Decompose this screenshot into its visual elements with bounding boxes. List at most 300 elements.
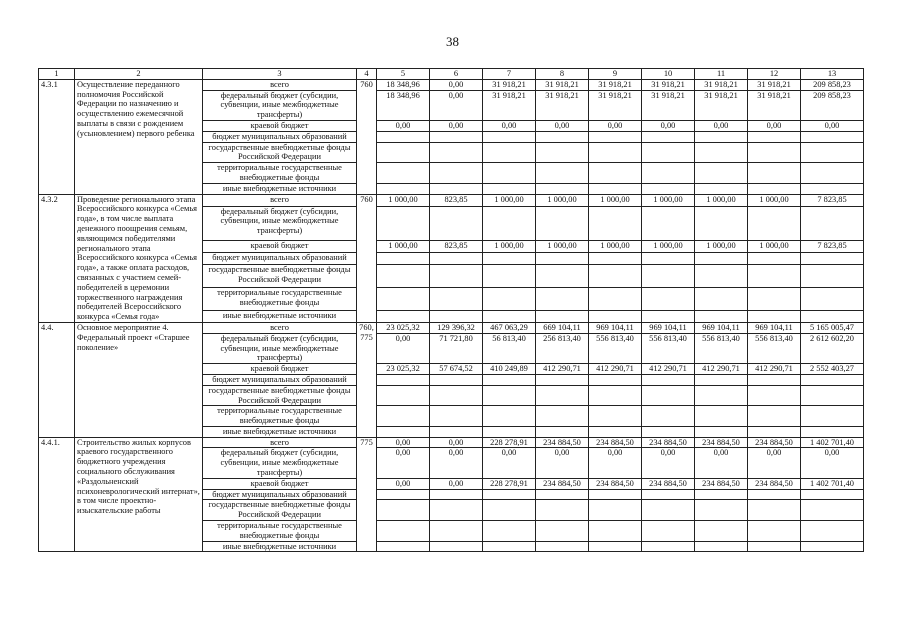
amount-cell: 969 104,11 (642, 322, 695, 333)
funding-source: иные внебюджетные источники (203, 183, 357, 194)
amount-cell (483, 183, 536, 194)
amount-cell: 31 918,21 (748, 90, 801, 120)
amount-cell (801, 163, 864, 184)
amount-cell (695, 385, 748, 406)
amount-cell (430, 500, 483, 521)
amount-cell: 228 278,91 (483, 437, 536, 448)
amount-cell (589, 183, 642, 194)
amount-cell: 234 884,50 (695, 437, 748, 448)
amount-cell (536, 521, 589, 542)
amount-cell: 1 000,00 (748, 240, 801, 252)
amount-cell: 0,00 (483, 448, 536, 478)
amount-cell (377, 264, 430, 287)
amount-cell (748, 385, 801, 406)
amount-cell (430, 163, 483, 184)
amount-cell (483, 264, 536, 287)
amount-cell: 228 278,91 (483, 478, 536, 489)
row-code: 4.4.1. (39, 437, 75, 552)
amount-cell (589, 131, 642, 142)
amount-cell (377, 252, 430, 264)
amount-cell: 31 918,21 (748, 79, 801, 90)
amount-cell: 234 884,50 (589, 437, 642, 448)
table-row (39, 437, 864, 448)
amount-cell (748, 406, 801, 427)
amount-cell (748, 374, 801, 385)
amount-cell (801, 264, 864, 287)
amount-cell: 969 104,11 (695, 322, 748, 333)
amount-cell: 31 918,21 (695, 90, 748, 120)
amount-cell: 0,00 (430, 448, 483, 478)
funding-source: всего (203, 437, 357, 448)
amount-cell (536, 287, 589, 310)
amount-cell: 234 884,50 (748, 478, 801, 489)
amount-cell: 2 612 602,20 (801, 333, 864, 363)
amount-cell (536, 374, 589, 385)
funding-source: территориальные государственные внебюджетные фонды (203, 406, 357, 427)
amount-cell (536, 264, 589, 287)
amount-cell (642, 500, 695, 521)
amount-cell (748, 264, 801, 287)
amount-cell (642, 131, 695, 142)
amount-cell: 1 000,00 (536, 240, 589, 252)
amount-cell: 7 823,85 (801, 240, 864, 252)
amount-cell: 0,00 (748, 120, 801, 131)
amount-cell (483, 489, 536, 500)
column-header-12: 12 (748, 69, 801, 80)
amount-cell: 23 025,32 (377, 364, 430, 375)
amount-cell (483, 541, 536, 552)
amount-cell (377, 500, 430, 521)
amount-cell (589, 406, 642, 427)
amount-cell (430, 541, 483, 552)
column-header-13: 13 (801, 69, 864, 80)
amount-cell (695, 521, 748, 542)
amount-cell (695, 287, 748, 310)
amount-cell (801, 541, 864, 552)
amount-cell (589, 310, 642, 322)
amount-cell: 412 290,71 (536, 364, 589, 375)
amount-cell: 209 858,23 (801, 90, 864, 120)
funding-source: краевой бюджет (203, 478, 357, 489)
amount-cell (483, 500, 536, 521)
executor-code: 775 (357, 437, 377, 552)
amount-cell: 0,00 (377, 448, 430, 478)
row-measure-name: Строительство жилых корпусов краевого государственного бюджетного учреждения социального обслуживания «Раздольненский психоневрологический интернат», в том числе проектно-изыскательские работы (75, 437, 203, 552)
amount-cell (589, 206, 642, 240)
amount-cell: 234 884,50 (536, 437, 589, 448)
budget-table (38, 68, 864, 552)
funding-source: государственные внебюджетные фонды Российской Федерации (203, 264, 357, 287)
amount-cell: 2 552 403,27 (801, 364, 864, 375)
amount-cell (430, 406, 483, 427)
funding-source: всего (203, 79, 357, 90)
amount-cell: 556 813,40 (642, 333, 695, 363)
amount-cell (377, 142, 430, 163)
amount-cell (589, 500, 642, 521)
row-code: 4.3.2 (39, 194, 75, 322)
funding-source: территориальные государственные внебюджетные фонды (203, 521, 357, 542)
amount-cell (695, 426, 748, 437)
amount-cell (642, 264, 695, 287)
funding-source: краевой бюджет (203, 240, 357, 252)
amount-cell: 0,00 (430, 478, 483, 489)
amount-cell: 1 000,00 (642, 194, 695, 206)
amount-cell: 556 813,40 (695, 333, 748, 363)
amount-cell (695, 183, 748, 194)
amount-cell (642, 252, 695, 264)
amount-cell (695, 163, 748, 184)
amount-cell (430, 206, 483, 240)
amount-cell (483, 521, 536, 542)
amount-cell: 234 884,50 (695, 478, 748, 489)
funding-source: иные внебюджетные источники (203, 426, 357, 437)
amount-cell: 1 000,00 (589, 240, 642, 252)
amount-cell: 31 918,21 (589, 79, 642, 90)
table-row (39, 322, 864, 333)
amount-cell: 31 918,21 (642, 79, 695, 90)
amount-cell (801, 206, 864, 240)
amount-cell: 31 918,21 (589, 90, 642, 120)
amount-cell (377, 541, 430, 552)
amount-cell: 209 858,23 (801, 79, 864, 90)
funding-source: бюджет муниципальных образований (203, 374, 357, 385)
amount-cell: 412 290,71 (748, 364, 801, 375)
amount-cell: 234 884,50 (536, 478, 589, 489)
amount-cell (801, 374, 864, 385)
executor-code: 760 (357, 79, 377, 194)
amount-cell (589, 489, 642, 500)
amount-cell (483, 131, 536, 142)
amount-cell: 1 000,00 (536, 194, 589, 206)
amount-cell: 412 290,71 (642, 364, 695, 375)
amount-cell: 256 813,40 (536, 333, 589, 363)
amount-cell: 0,00 (801, 120, 864, 131)
funding-source: бюджет муниципальных образований (203, 252, 357, 264)
amount-cell: 0,00 (536, 448, 589, 478)
amount-cell: 0,00 (695, 120, 748, 131)
executor-code: 760 (357, 194, 377, 322)
amount-cell: 5 165 005,47 (801, 322, 864, 333)
row-measure-name: Проведение регионального этапа Всероссийского конкурса «Семья года», в том числе выплата денежного поощрения семьям, являющимся победителями регионального этапа Всероссийского конкурса «Семья года», а также оплата расходов, связанных с участием семей-победителей в церемонии торжественного награждения победителей Всероссийского конкурса «Семья года» (75, 194, 203, 322)
amount-cell (377, 183, 430, 194)
amount-cell (536, 131, 589, 142)
amount-cell (430, 264, 483, 287)
amount-cell (801, 406, 864, 427)
amount-cell (695, 131, 748, 142)
funding-source: иные внебюджетные источники (203, 310, 357, 322)
amount-cell (695, 310, 748, 322)
amount-cell (536, 541, 589, 552)
amount-cell: 412 290,71 (695, 364, 748, 375)
amount-cell (483, 406, 536, 427)
amount-cell: 1 000,00 (377, 194, 430, 206)
amount-cell: 0,00 (483, 120, 536, 131)
amount-cell: 969 104,11 (589, 322, 642, 333)
amount-cell (695, 374, 748, 385)
amount-cell: 31 918,21 (642, 90, 695, 120)
amount-cell: 669 104,11 (536, 322, 589, 333)
column-header-2: 2 (75, 69, 203, 80)
amount-cell (801, 142, 864, 163)
column-header-5: 5 (377, 69, 430, 80)
amount-cell (430, 131, 483, 142)
executor-code: 760, 775 (357, 322, 377, 437)
column-header-3: 3 (203, 69, 357, 80)
amount-cell (483, 252, 536, 264)
column-header-8: 8 (536, 69, 589, 80)
funding-source: краевой бюджет (203, 120, 357, 131)
amount-cell (483, 385, 536, 406)
amount-cell (536, 142, 589, 163)
amount-cell (377, 131, 430, 142)
amount-cell (589, 426, 642, 437)
amount-cell (536, 489, 589, 500)
amount-cell (748, 142, 801, 163)
amount-cell (801, 500, 864, 521)
row-measure-name: Основное мероприятие 4. Федеральный проект «Старшее поколение» (75, 322, 203, 437)
funding-source: государственные внебюджетные фонды Российской Федерации (203, 385, 357, 406)
amount-cell: 0,00 (430, 79, 483, 90)
amount-cell: 31 918,21 (536, 90, 589, 120)
amount-cell (536, 252, 589, 264)
amount-cell: 0,00 (801, 448, 864, 478)
amount-cell: 410 249,89 (483, 364, 536, 375)
amount-cell (377, 426, 430, 437)
amount-cell (377, 206, 430, 240)
amount-cell (695, 206, 748, 240)
amount-cell (377, 521, 430, 542)
amount-cell: 234 884,50 (642, 478, 695, 489)
amount-cell (483, 287, 536, 310)
amount-cell: 57 674,52 (430, 364, 483, 375)
amount-cell (801, 426, 864, 437)
amount-cell (748, 131, 801, 142)
amount-cell: 0,00 (430, 120, 483, 131)
amount-cell (536, 426, 589, 437)
funding-source: всего (203, 322, 357, 333)
amount-cell (801, 310, 864, 322)
amount-cell: 31 918,21 (695, 79, 748, 90)
amount-cell (430, 310, 483, 322)
amount-cell: 0,00 (589, 448, 642, 478)
amount-cell (377, 406, 430, 427)
amount-cell: 0,00 (377, 120, 430, 131)
amount-cell (642, 385, 695, 406)
amount-cell (748, 206, 801, 240)
funding-source: федеральный бюджет (субсидии, субвенции, иные межбюджетные трансферты) (203, 206, 357, 240)
amount-cell: 7 823,85 (801, 194, 864, 206)
amount-cell (748, 426, 801, 437)
amount-cell: 1 000,00 (589, 194, 642, 206)
amount-cell: 0,00 (642, 448, 695, 478)
amount-cell: 1 402 701,40 (801, 437, 864, 448)
amount-cell: 0,00 (642, 120, 695, 131)
amount-cell (801, 521, 864, 542)
amount-cell (377, 163, 430, 184)
amount-cell (801, 183, 864, 194)
amount-cell: 71 721,80 (430, 333, 483, 363)
amount-cell (589, 541, 642, 552)
amount-cell (748, 521, 801, 542)
amount-cell: 18 348,96 (377, 90, 430, 120)
amount-cell (589, 287, 642, 310)
table-row (39, 79, 864, 90)
amount-cell: 0,00 (536, 120, 589, 131)
amount-cell (642, 142, 695, 163)
amount-cell: 0,00 (748, 448, 801, 478)
amount-cell (430, 521, 483, 542)
amount-cell (748, 183, 801, 194)
funding-source: федеральный бюджет (субсидии, субвенции, иные межбюджетные трансферты) (203, 448, 357, 478)
amount-cell (589, 264, 642, 287)
amount-cell: 234 884,50 (642, 437, 695, 448)
amount-cell: 0,00 (377, 333, 430, 363)
amount-cell (642, 521, 695, 542)
amount-cell (483, 163, 536, 184)
amount-cell (801, 287, 864, 310)
amount-cell (642, 206, 695, 240)
row-code: 4.3.1 (39, 79, 75, 194)
amount-cell (801, 252, 864, 264)
amount-cell (695, 541, 748, 552)
amount-cell (748, 252, 801, 264)
amount-cell: 0,00 (430, 90, 483, 120)
amount-cell (695, 500, 748, 521)
amount-cell: 0,00 (430, 437, 483, 448)
amount-cell (642, 374, 695, 385)
amount-cell (430, 183, 483, 194)
amount-cell (642, 406, 695, 427)
amount-cell: 31 918,21 (483, 90, 536, 120)
amount-cell (377, 489, 430, 500)
amount-cell: 969 104,11 (748, 322, 801, 333)
amount-cell (695, 264, 748, 287)
amount-cell (801, 131, 864, 142)
amount-cell (430, 489, 483, 500)
amount-cell: 0,00 (695, 448, 748, 478)
funding-source: федеральный бюджет (субсидии, субвенции, иные межбюджетные трансферты) (203, 333, 357, 363)
amount-cell: 129 396,32 (430, 322, 483, 333)
amount-cell: 18 348,96 (377, 79, 430, 90)
amount-cell (748, 489, 801, 500)
amount-cell (483, 374, 536, 385)
amount-cell (642, 541, 695, 552)
amount-cell (695, 142, 748, 163)
amount-cell (536, 183, 589, 194)
amount-cell (377, 385, 430, 406)
amount-cell (748, 163, 801, 184)
amount-cell (536, 385, 589, 406)
amount-cell (642, 489, 695, 500)
amount-cell: 1 000,00 (483, 194, 536, 206)
amount-cell (642, 183, 695, 194)
column-header-6: 6 (430, 69, 483, 80)
amount-cell (642, 287, 695, 310)
amount-cell: 1 000,00 (748, 194, 801, 206)
amount-cell: 412 290,71 (589, 364, 642, 375)
amount-cell (483, 206, 536, 240)
amount-cell: 234 884,50 (589, 478, 642, 489)
funding-source: бюджет муниципальных образований (203, 489, 357, 500)
amount-cell (430, 252, 483, 264)
amount-cell (430, 142, 483, 163)
amount-cell (483, 142, 536, 163)
amount-cell: 823,85 (430, 240, 483, 252)
table-row (39, 194, 864, 206)
amount-cell (536, 500, 589, 521)
funding-source: бюджет муниципальных образований (203, 131, 357, 142)
amount-cell (483, 426, 536, 437)
amount-cell: 1 000,00 (695, 240, 748, 252)
amount-cell (801, 489, 864, 500)
column-header-9: 9 (589, 69, 642, 80)
amount-cell (748, 287, 801, 310)
amount-cell: 1 000,00 (377, 240, 430, 252)
amount-cell (430, 385, 483, 406)
amount-cell: 0,00 (589, 120, 642, 131)
funding-source: государственные внебюджетные фонды Российской Федерации (203, 142, 357, 163)
amount-cell: 556 813,40 (589, 333, 642, 363)
amount-cell (589, 374, 642, 385)
column-header-10: 10 (642, 69, 695, 80)
amount-cell: 56 813,40 (483, 333, 536, 363)
column-header-11: 11 (695, 69, 748, 80)
amount-cell (589, 521, 642, 542)
amount-cell: 234 884,50 (748, 437, 801, 448)
table-header-row (39, 69, 864, 80)
amount-cell: 1 000,00 (483, 240, 536, 252)
amount-cell (748, 500, 801, 521)
row-code: 4.4. (39, 322, 75, 437)
amount-cell (536, 206, 589, 240)
amount-cell (377, 310, 430, 322)
amount-cell: 1 000,00 (642, 240, 695, 252)
amount-cell (589, 163, 642, 184)
amount-cell (589, 252, 642, 264)
column-header-4: 4 (357, 69, 377, 80)
funding-source: всего (203, 194, 357, 206)
page-number: 38 (446, 34, 459, 49)
amount-cell (748, 541, 801, 552)
amount-cell (642, 426, 695, 437)
amount-cell: 1 402 701,40 (801, 478, 864, 489)
amount-cell (536, 163, 589, 184)
funding-source: федеральный бюджет (субсидии, субвенции, иные межбюджетные трансферты) (203, 90, 357, 120)
funding-source: территориальные государственные внебюджетные фонды (203, 287, 357, 310)
amount-cell (642, 310, 695, 322)
amount-cell (695, 252, 748, 264)
column-header-1: 1 (39, 69, 75, 80)
amount-cell: 23 025,32 (377, 322, 430, 333)
amount-cell: 823,85 (430, 194, 483, 206)
amount-cell: 0,00 (377, 478, 430, 489)
amount-cell: 1 000,00 (695, 194, 748, 206)
amount-cell: 31 918,21 (536, 79, 589, 90)
amount-cell (377, 374, 430, 385)
funding-source: государственные внебюджетные фонды Российской Федерации (203, 500, 357, 521)
amount-cell (801, 385, 864, 406)
funding-source: территориальные государственные внебюджетные фонды (203, 163, 357, 184)
amount-cell (642, 163, 695, 184)
amount-cell: 556 813,40 (748, 333, 801, 363)
amount-cell: 0,00 (377, 437, 430, 448)
amount-cell (589, 142, 642, 163)
funding-source: краевой бюджет (203, 364, 357, 375)
amount-cell (430, 287, 483, 310)
funding-source: иные внебюджетные источники (203, 541, 357, 552)
amount-cell (430, 374, 483, 385)
amount-cell (695, 489, 748, 500)
